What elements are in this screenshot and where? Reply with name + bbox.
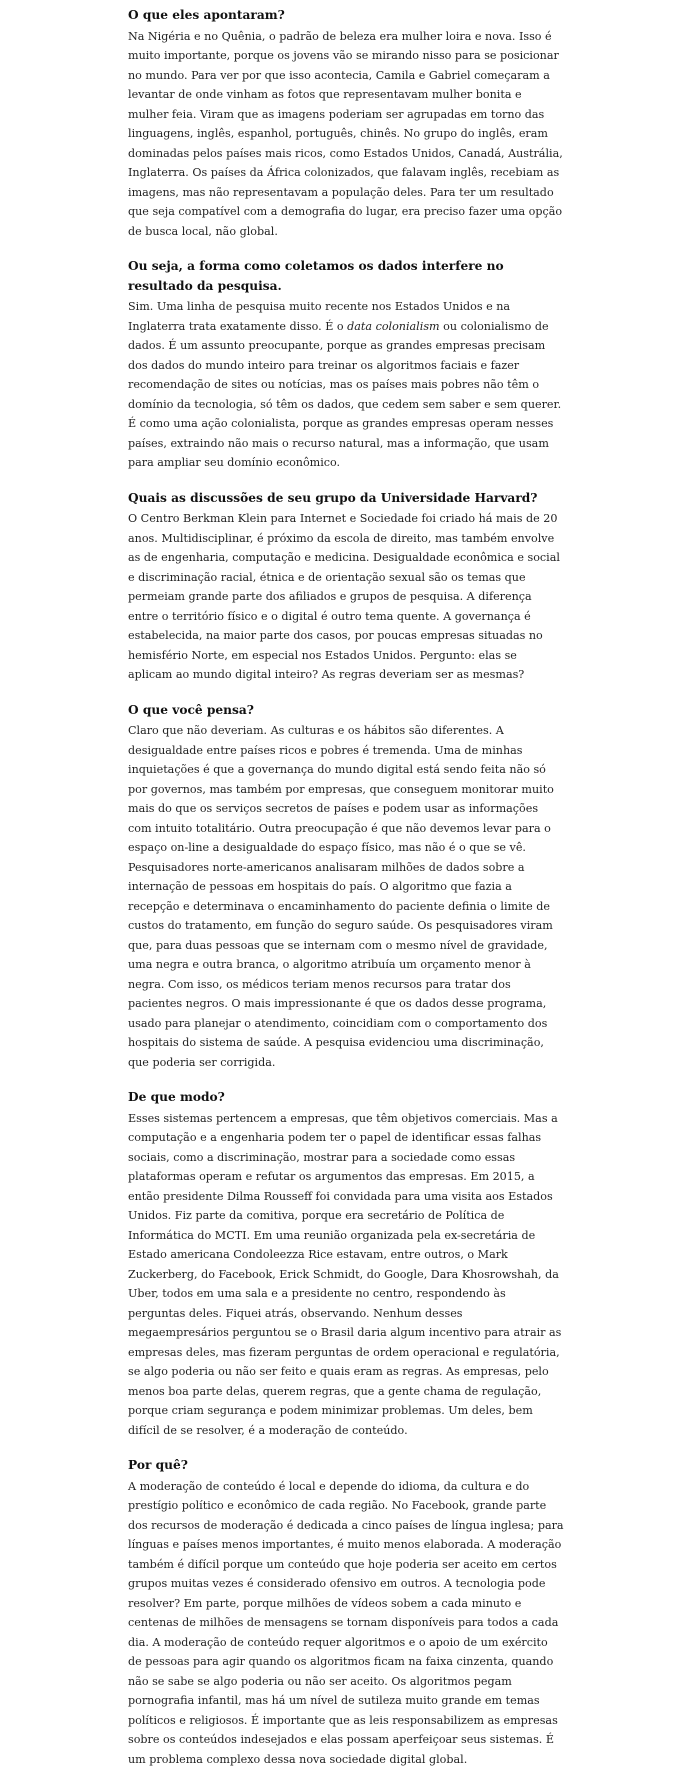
qa-section-why	[128, 1456, 564, 1769]
qa-section-harvard-group	[128, 489, 564, 685]
question-heading: Ou seja, a forma como coletamos os dados interfere no resultado da pesquisa.	[128, 259, 504, 293]
answer-paragraph: O Centro Berkman Klein para Internet e Sociedade foi criado há mais de 20 anos. Multidisciplinar, é próximo da escola de direito, mas também envolve as de engenharia, computação e medicina. Desigualdade econômica e social e discriminação racial, étnica e de orientação sexual são os temas que permeiam grande parte dos afiliados e grupos de pesquisa. A diferença entre o território físico e o digital é outro tema quente. A governança é estabelecida, na maior parte dos casos, por poucas empresas situadas no hemisfério Norte, em especial nos Estados Unidos. Pergunto: elas se aplicam ao mundo digital inteiro? As regras deveriam ser as mesmas?	[128, 512, 560, 681]
answer-paragraph: Esses sistemas pertencem a empresas, que têm objetivos comerciais. Mas a computação e a engenharia podem ter o papel de identificar essas falhas sociais, como a discriminação, mostrar para a sociedade como essas plataformas operam e refutar os argumentos das empresas. Em 2015, a então presidente Dilma Rousseff foi convidada para uma visita aos Estados Unidos. Fiz parte da comitiva, porque era secretário de Política de Informática do MCTI. Em uma reunião organizada pela ex-secretária de Estado americana Condoleezza Rice estavam, entre outros, o Mark Zuckerberg, do Facebook, Erick Schmidt, do Google, Dara Khosrowshah, da Uber, todos em uma sala e a presidente no centro, respondendo às perguntas deles. Fiquei atrás, observando. Nenhum desses megaempresários perguntou se o Brasil daria algum incentivo para atrair as empresas deles, mas fizeram perguntas de ordem operacional e regulatória, se algo poderia ou não ser feito e quais eram as regras. As empresas, pelo menos boa parte delas, querem regras, que a gente chama de regulação, porque criam segurança e podem minimizar problemas. Um deles, bem difícil de se resolver, é a moderação de conteúdo.	[128, 1111, 562, 1437]
answer-text: Sim. Uma linha de pesquisa muito recente nos Estados Unidos e na Inglaterra trata exatamente disso. É o	[128, 300, 511, 333]
qa-section-how	[128, 1088, 564, 1440]
qa-section-data-collection	[128, 257, 564, 473]
answer-paragraph: Na Nigéria e no Quênia, o padrão de beleza era mulher loira e nova. Isso é muito importante, porque os jovens vão se mirando nisso para se posicionar no mundo. Para ver por que isso acontecia, Camila e Gabriel começaram a levantar de onde vinham as fotos que representavam mulher bonita e mulher feia. Viram que as imagens poderiam ser agrupadas em torno das linguagens, inglês, espanhol, português, chinês. No grupo do inglês, eram dominadas pelos países mais ricos, como Estados Unidos, Canadá, Austrália, Inglaterra. Os países da África colonizados, que falavam inglês, recebiam as imagens, mas não representavam a população deles. Para ter um resultado que seja compatível com a demografia do lugar, era preciso fazer uma opção de busca local, não global.	[128, 29, 563, 238]
answer-paragraph	[128, 297, 564, 473]
question-heading: O que você pensa?	[128, 702, 254, 717]
article-body	[128, 6, 564, 1785]
question-heading: Quais as discussões de seu grupo da Universidade Harvard?	[128, 490, 538, 505]
question-heading: Por quê?	[128, 1458, 188, 1472]
question-heading: O que eles apontaram?	[128, 8, 285, 22]
answer-paragraph: A moderação de conteúdo é local e depende do idioma, da cultura e do prestígio político e econômico de cada região. No Facebook, grande parte dos recursos de moderação é dedicada a cinco países de língua inglesa; para línguas e países menos importantes, é muito menos elaborada. A moderação também é difícil porque um conteúdo que hoje poderia ser aceito em certos grupos muitas vezes é considerado ofensivo em outros. A tecnologia pode resolver? Em parte, porque milhões de vídeos sobem a cada minuto e centenas de milhões de mensagens se tornam disponíveis para todos a cada dia. A moderação de conteúdo requer algoritmos e o apoio de um exército de pessoas para agir quando os algoritmos ficam na faixa cinzenta, quando não se sabe se algo poderia ou não ser aceito. Os algoritmos pegam pornografia infantil, mas há um nível de sutileza muito grande em temas políticos e religiosos. É importante que as leis responsabilizem as empresas sobre os conteúdos indesejados e elas possam aperfeiçoar seus sistemas. É um problema complexo dessa nova sociedade digital global.	[128, 1479, 564, 1766]
qa-section-opinion	[128, 701, 564, 1073]
answer-paragraph: Claro que não deveriam. As culturas e os hábitos são diferentes. A desigualdade entre países ricos e pobres é tremenda. Uma de minhas inquietações é que a governança do mundo digital está sendo feita não só por governos, mas também por empresas, que conseguem monitorar muito mais do que os serviços secretos de países e podem usar as informações com intuito totalitário. Outra preocupação é que não devemos levar para o espaço on-line a desigualdade do espaço físico, mas não é o que se vê. Pesquisadores norte-americanos analisaram milhões de dados sobre a internação de pessoas em hospitais do país. O algoritmo que fazia a recepção e determinava o encaminhamento do paciente definia o limite de custos do tratamento, em função do seguro saúde. Os pesquisadores viram que, para duas pessoas que se internam com o mesmo nível de gravidade, uma negra e outra branca, o algoritmo atribuía um orçamento menor à negra. Com isso, os médicos teriam menos recursos para tratar dos pacientes negros. O mais impressionante é que os dados desse programa, usado para planejar o atendimento, coincidiam com o comportamento dos hospitais do sistema de saúde. A pesquisa evidenciou uma discriminação, que poderia ser corrigida.	[128, 724, 554, 1069]
answer-emphasis: data colonialism	[347, 319, 440, 333]
answer-text: ou colonialismo de dados. É um assunto preocupante, porque as grandes empresas precisam dos dados do mundo inteiro para treinar os algoritmos faciais e fazer recomendação de sites ou notícias, mas os países mais pobres não têm o domínio da tecnologia, só têm os dados, que cedem sem saber e sem querer. É como uma ação colonialista, porque as grandes empresas operam nesses países, extraindo não mais o recurso natural, mas a informação, que usam para ampliar seu domínio econômico.	[128, 319, 562, 469]
qa-section-findings	[128, 6, 564, 241]
question-heading: De que modo?	[128, 1090, 225, 1104]
